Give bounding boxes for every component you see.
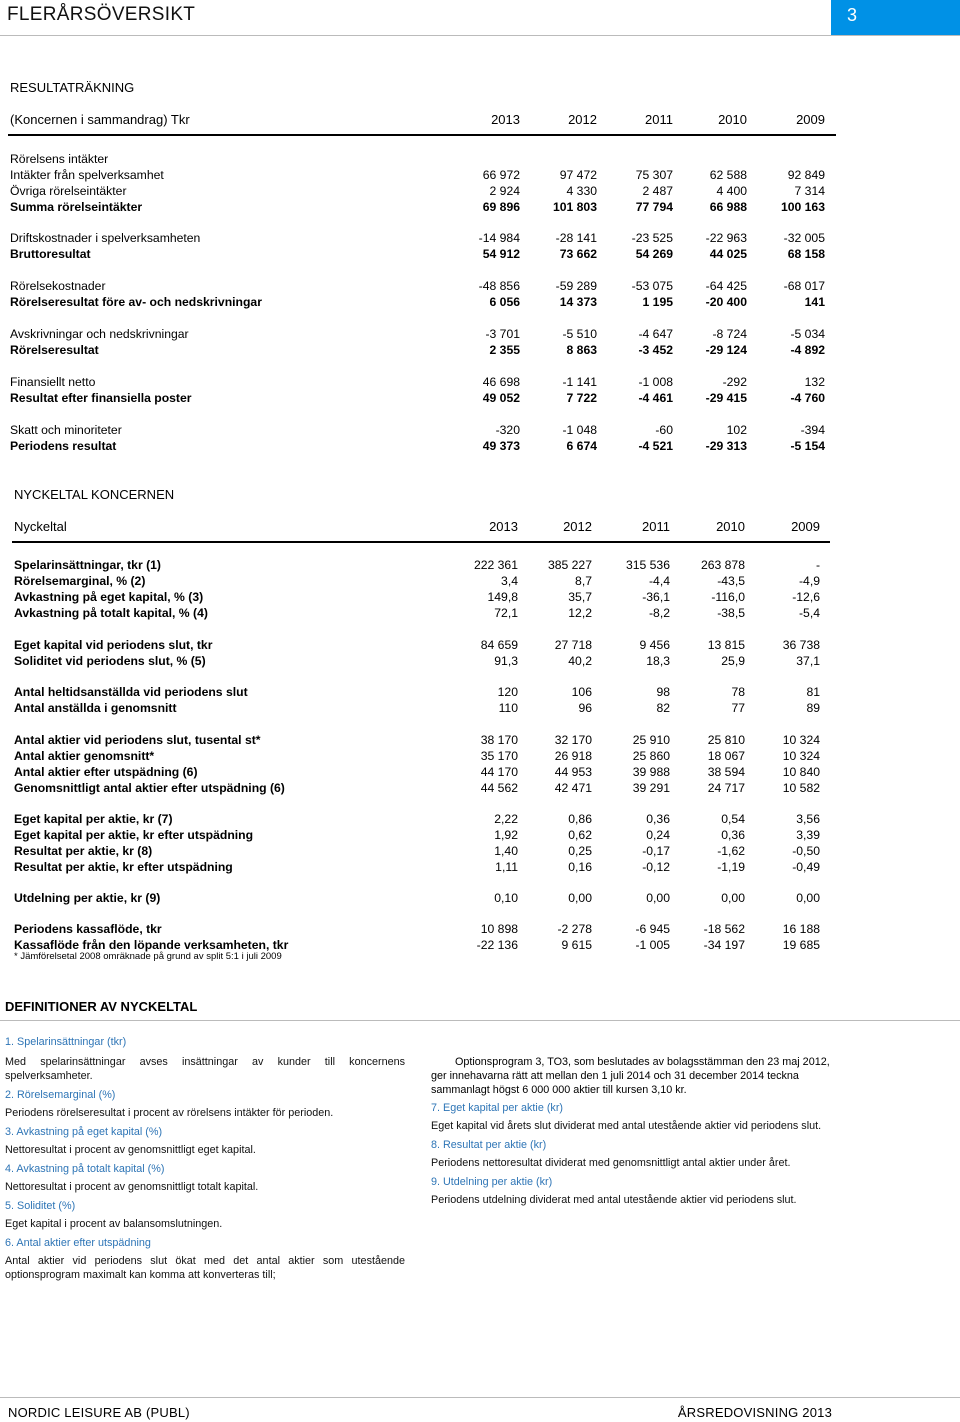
kpi-year: 2012 xyxy=(563,519,592,534)
kpi-cell: 18,3 xyxy=(646,654,670,668)
income-cell: -3 701 xyxy=(485,327,520,341)
kpi-cell: 0,25 xyxy=(568,844,592,858)
income-table-title: (Koncernen i sammandrag) Tkr xyxy=(10,112,190,127)
definition-text: Nettoresultat i procent av genomsnittligt eget kapital. xyxy=(5,1144,256,1156)
income-cell: 4 330 xyxy=(566,184,597,198)
kpi-cell: 10 324 xyxy=(782,749,820,763)
income-cell: 75 307 xyxy=(635,168,673,182)
income-cell: -4 461 xyxy=(638,391,673,405)
kpi-cell: -1,19 xyxy=(717,860,745,874)
income-cell: 8 863 xyxy=(566,343,597,357)
kpi-cell: 25,9 xyxy=(721,654,745,668)
income-row-label: Periodens resultat xyxy=(10,439,117,453)
definitions-title: DEFINITIONER AV NYCKELTAL xyxy=(5,999,198,1014)
income-cell: -29 415 xyxy=(705,391,747,405)
page-title: FLERÅRSÖVERSIKT xyxy=(7,4,196,25)
income-cell: -59 289 xyxy=(555,279,597,293)
kpi-cell: 385 227 xyxy=(547,558,592,572)
kpi-row-label: Soliditet vid periodens slut, % (5) xyxy=(14,654,206,668)
income-cell: -8 724 xyxy=(712,327,747,341)
kpi-cell: 0,24 xyxy=(646,828,670,842)
income-row xyxy=(10,375,840,391)
income-row-label: Intäkter från spelverksamhet xyxy=(10,168,164,182)
income-cell: 49 373 xyxy=(482,439,520,453)
income-row xyxy=(10,327,840,343)
kpi-cell: 82 xyxy=(656,701,670,715)
income-row-label: Rörelsekostnader xyxy=(10,279,106,293)
definition-item xyxy=(5,1035,405,1083)
income-cell: 69 896 xyxy=(482,200,520,214)
kpi-cell: - xyxy=(815,558,820,572)
definition-heading: 9. Utdelning per aktie (kr) xyxy=(431,1176,553,1188)
income-cell: 66 972 xyxy=(482,168,520,182)
income-cell: -320 xyxy=(495,423,520,437)
kpi-row xyxy=(14,701,834,717)
income-cell: -3 452 xyxy=(638,343,673,357)
kpi-row-label: Genomsnittligt antal aktier efter utspädning (6) xyxy=(14,781,285,795)
income-cell: 4 400 xyxy=(716,184,747,198)
definition-heading: 2. Rörelsemarginal (%) xyxy=(5,1089,116,1101)
page-number-box xyxy=(831,0,960,35)
kpi-cell: 12,2 xyxy=(568,606,592,620)
kpi-cell: 120 xyxy=(497,685,518,699)
definition-heading: 1. Spelarinsättningar (tkr) xyxy=(5,1036,127,1048)
definitions-left-column xyxy=(5,1035,405,1282)
income-cell: -53 075 xyxy=(631,279,673,293)
income-cell: -394 xyxy=(800,423,825,437)
kpi-cell: 0,54 xyxy=(721,812,745,826)
kpi-cell: -43,5 xyxy=(717,574,745,588)
kpi-section-title: NYCKELTAL KONCERNEN xyxy=(14,487,175,502)
kpi-cell: 44 953 xyxy=(554,765,592,779)
kpi-row xyxy=(14,606,834,622)
kpi-cell: 27 718 xyxy=(554,638,592,652)
kpi-row-label: Eget kapital per aktie, kr efter utspädning xyxy=(14,828,254,842)
income-row xyxy=(10,168,840,184)
income-cell: 2 924 xyxy=(489,184,520,198)
income-cell: 6 056 xyxy=(489,295,520,309)
income-cell: 101 803 xyxy=(552,200,597,214)
kpi-header-rule xyxy=(12,541,830,543)
kpi-cell: 9 456 xyxy=(639,638,670,652)
kpi-cell: 35,7 xyxy=(568,590,592,604)
definitions-right-column xyxy=(431,1055,831,1207)
kpi-cell: 78 xyxy=(731,685,745,699)
kpi-cell: 1,40 xyxy=(494,844,518,858)
kpi-cell: 42 471 xyxy=(554,781,592,795)
income-cell: -60 xyxy=(655,423,673,437)
kpi-cell: 32 170 xyxy=(554,733,592,747)
kpi-cell: -1 005 xyxy=(635,938,670,952)
kpi-row xyxy=(14,844,834,860)
kpi-row-label: Antal anställda i genomsnitt xyxy=(14,701,177,715)
kpi-cell: 81 xyxy=(806,685,820,699)
income-cell: -29 124 xyxy=(705,343,747,357)
income-row-label: Övriga rörelseintäkter xyxy=(10,184,127,198)
kpi-cell: 0,10 xyxy=(494,891,518,905)
kpi-cell: 39 988 xyxy=(632,765,670,779)
kpi-cell: 1,11 xyxy=(495,860,518,874)
kpi-cell: 2,22 xyxy=(494,812,518,826)
kpi-row-label: Resultat per aktie, kr (8) xyxy=(14,844,153,858)
kpi-row xyxy=(14,922,834,938)
income-row-label: Avskrivningar och nedskrivningar xyxy=(10,327,189,341)
kpi-row-label: Antal heltidsanställda vid periodens slut xyxy=(14,685,248,699)
kpi-cell: 3,56 xyxy=(796,812,820,826)
definition-heading: 3. Avkastning på eget kapital (%) xyxy=(5,1126,163,1138)
kpi-year: 2010 xyxy=(716,519,745,534)
income-cell: -14 984 xyxy=(478,231,520,245)
kpi-cell: 315 536 xyxy=(625,558,670,572)
income-row xyxy=(10,423,840,439)
income-row xyxy=(10,247,840,263)
kpi-row xyxy=(14,638,834,654)
kpi-row-label: Utdelning per aktie, kr (9) xyxy=(14,891,161,905)
income-cell: -29 313 xyxy=(705,439,747,453)
income-cell: -1 048 xyxy=(562,423,597,437)
kpi-row xyxy=(14,574,834,590)
income-cell: 62 588 xyxy=(709,168,747,182)
kpi-cell: -8,2 xyxy=(648,606,670,620)
kpi-cell: 98 xyxy=(656,685,670,699)
income-cell: 1 195 xyxy=(642,295,673,309)
kpi-footnote: * Jämförelsetal 2008 omräknade på grund av split 5:1 i juli 2009 xyxy=(14,951,282,962)
kpi-year: 2009 xyxy=(791,519,820,534)
kpi-row xyxy=(14,654,834,670)
income-cell: -4 760 xyxy=(790,391,825,405)
kpi-cell: 77 xyxy=(731,701,745,715)
kpi-cell: -22 136 xyxy=(476,938,518,952)
definition-item xyxy=(5,1162,405,1194)
kpi-row xyxy=(14,590,834,606)
income-row xyxy=(10,184,840,200)
kpi-row-label: Antal aktier vid periodens slut, tusental st* xyxy=(14,733,261,747)
kpi-row-label: Resultat per aktie, kr efter utspädning xyxy=(14,860,233,874)
kpi-cell: 3,4 xyxy=(501,574,518,588)
income-cell: -48 856 xyxy=(478,279,520,293)
income-cell: 77 794 xyxy=(635,200,673,214)
kpi-row xyxy=(14,558,834,574)
income-cell: -22 963 xyxy=(705,231,747,245)
kpi-cell: 26 918 xyxy=(554,749,592,763)
income-cell: 2 487 xyxy=(642,184,673,198)
income-row xyxy=(10,231,840,247)
income-year: 2009 xyxy=(796,112,825,127)
definition-heading: 6. Antal aktier efter utspädning xyxy=(5,1237,151,1249)
kpi-cell: 0,62 xyxy=(568,828,592,842)
option-program-text: Optionsprogram 3, TO3, som beslutades av bolagsstämman den 23 maj 2012, ger innehavarna rätt att mellan den 1 juli 2014 och 31 december 2014 teckna sammanlagt högst 6 000 000 aktier till kursen 3,10 kr. xyxy=(431,1056,830,1096)
income-cell: -1 008 xyxy=(638,375,673,389)
definition-text: Periodens rörelseresultat i procent av rörelsens intäkter för perioden. xyxy=(5,1107,334,1119)
income-row xyxy=(10,391,840,407)
income-row xyxy=(10,439,840,455)
header-divider xyxy=(0,35,960,36)
kpi-cell: 25 860 xyxy=(632,749,670,763)
income-year: 2012 xyxy=(568,112,597,127)
kpi-cell: 0,00 xyxy=(568,891,592,905)
definition-heading: 4. Avkastning på totalt kapital (%) xyxy=(5,1163,165,1175)
kpi-row xyxy=(14,733,834,749)
income-cell: -68 017 xyxy=(783,279,825,293)
definition-item xyxy=(431,1138,831,1170)
definition-item xyxy=(431,1175,831,1207)
income-cell: -23 525 xyxy=(631,231,673,245)
kpi-cell: 10 324 xyxy=(782,733,820,747)
kpi-cell: 0,00 xyxy=(721,891,745,905)
income-row xyxy=(10,295,840,311)
income-cell: 7 314 xyxy=(794,184,825,198)
income-row-label: Skatt och minoriteter xyxy=(10,423,122,437)
income-cell: -64 425 xyxy=(705,279,747,293)
income-cell: 6 674 xyxy=(566,439,597,453)
kpi-row xyxy=(14,781,834,797)
kpi-table-header xyxy=(14,519,834,535)
income-row-label: Summa rörelseintäkter xyxy=(10,200,143,214)
kpi-table-title: Nyckeltal xyxy=(14,519,67,534)
kpi-cell: 149,8 xyxy=(487,590,518,604)
kpi-cell: -4,9 xyxy=(798,574,820,588)
kpi-cell: -38,5 xyxy=(717,606,745,620)
kpi-row-label: Eget kapital per aktie, kr (7) xyxy=(14,812,173,826)
income-cell: 132 xyxy=(804,375,825,389)
kpi-cell: -0,12 xyxy=(642,860,670,874)
income-cell: -32 005 xyxy=(783,231,825,245)
income-row-label: Rörelseresultat xyxy=(10,343,99,357)
income-cell: -292 xyxy=(722,375,747,389)
kpi-cell: 19 685 xyxy=(782,938,820,952)
income-cell: -28 141 xyxy=(555,231,597,245)
income-cell: 44 025 xyxy=(709,247,747,261)
kpi-cell: -6 945 xyxy=(635,922,670,936)
kpi-cell: 36 738 xyxy=(782,638,820,652)
kpi-row-label: Periodens kassaflöde, tkr xyxy=(14,922,162,936)
kpi-cell: 0,00 xyxy=(796,891,820,905)
footer-company: NORDIC LEISURE AB (PUBL) xyxy=(8,1405,190,1420)
definition-item xyxy=(5,1199,405,1231)
kpi-cell: 0,36 xyxy=(721,828,745,842)
income-cell: 54 269 xyxy=(635,247,673,261)
income-cell: 7 722 xyxy=(566,391,597,405)
kpi-cell: 25 910 xyxy=(632,733,670,747)
kpi-cell: 16 188 xyxy=(782,922,820,936)
income-header-rule xyxy=(8,134,836,136)
definition-heading: 7. Eget kapital per aktie (kr) xyxy=(431,1102,564,1114)
kpi-cell: 0,00 xyxy=(646,891,670,905)
income-table-header xyxy=(10,112,840,128)
definition-item xyxy=(431,1101,831,1133)
kpi-cell: 10 582 xyxy=(782,781,820,795)
income-cell: -1 141 xyxy=(562,375,597,389)
page-number: 3 xyxy=(847,5,858,25)
kpi-cell: 72,1 xyxy=(494,606,518,620)
income-row xyxy=(10,279,840,295)
definition-item xyxy=(5,1088,405,1120)
kpi-cell: 38 594 xyxy=(707,765,745,779)
income-cell: -4 892 xyxy=(790,343,825,357)
kpi-cell: -4,4 xyxy=(648,574,670,588)
kpi-cell: 44 170 xyxy=(480,765,518,779)
kpi-cell: 25 810 xyxy=(707,733,745,747)
kpi-cell: 96 xyxy=(578,701,592,715)
page-header xyxy=(0,0,960,35)
income-cell: -5 034 xyxy=(790,327,825,341)
income-year: 2010 xyxy=(718,112,747,127)
kpi-cell: 0,16 xyxy=(568,860,592,874)
income-row-label: Bruttoresultat xyxy=(10,247,91,261)
income-year: 2013 xyxy=(491,112,520,127)
kpi-row-label: Rörelsemarginal, % (2) xyxy=(14,574,146,588)
kpi-row xyxy=(14,860,834,876)
kpi-cell: -12,6 xyxy=(792,590,820,604)
definition-item xyxy=(5,1125,405,1157)
kpi-row-label: Avkastning på eget kapital, % (3) xyxy=(14,590,204,604)
income-cell: 49 052 xyxy=(482,391,520,405)
kpi-cell: 9 615 xyxy=(561,938,592,952)
kpi-cell: -5,4 xyxy=(798,606,820,620)
income-cell: -5 510 xyxy=(562,327,597,341)
kpi-cell: -34 197 xyxy=(703,938,745,952)
kpi-cell: 38 170 xyxy=(480,733,518,747)
kpi-year: 2011 xyxy=(642,519,670,534)
income-cell: -20 400 xyxy=(705,295,747,309)
kpi-row-label: Antal aktier genomsnitt* xyxy=(14,749,155,763)
kpi-cell: -116,0 xyxy=(711,590,745,604)
kpi-cell: 24 717 xyxy=(707,781,745,795)
definitions-divider xyxy=(0,1020,960,1021)
definition-text: Med spelarinsättningar avses insättningar av kunder till koncernens spelverksamheter. xyxy=(5,1056,405,1082)
kpi-cell: 35 170 xyxy=(480,749,518,763)
definition-item xyxy=(5,1236,405,1282)
definition-text: Periodens nettoresultat dividerat med genomsnittligt antal aktier under året. xyxy=(431,1157,791,1169)
income-cell: 54 912 xyxy=(482,247,520,261)
income-cell: -5 154 xyxy=(790,439,825,453)
kpi-cell: 40,2 xyxy=(568,654,592,668)
kpi-cell: 0,36 xyxy=(646,812,670,826)
kpi-cell: 10 840 xyxy=(782,765,820,779)
kpi-row xyxy=(14,685,834,701)
income-cell: 73 662 xyxy=(559,247,597,261)
kpi-cell: 91,3 xyxy=(494,654,518,668)
income-cell: 2 355 xyxy=(489,343,520,357)
kpi-row-label: Antal aktier efter utspädning (6) xyxy=(14,765,198,779)
kpi-row-label: Kassaflöde från den löpande verksamheten, tkr xyxy=(14,938,289,952)
kpi-row xyxy=(14,765,834,781)
kpi-cell: 222 361 xyxy=(473,558,518,572)
kpi-cell: 13 815 xyxy=(707,638,745,652)
footer-report: ÅRSREDOVISNING 2013 xyxy=(677,1405,832,1420)
kpi-cell: -0,49 xyxy=(792,860,820,874)
kpi-row xyxy=(14,812,834,828)
kpi-year: 2013 xyxy=(489,519,518,534)
kpi-cell: -0,17 xyxy=(642,844,670,858)
definition-heading: 8. Resultat per aktie (kr) xyxy=(431,1139,547,1151)
kpi-cell: -36,1 xyxy=(642,590,670,604)
income-row xyxy=(10,343,840,359)
group-heading-label: Rörelsens intäkter xyxy=(10,152,109,166)
kpi-cell: 18 067 xyxy=(707,749,745,763)
income-row xyxy=(10,200,840,216)
income-row-label: Driftskostnader i spelverksamheten xyxy=(10,231,201,245)
kpi-cell: 37,1 xyxy=(796,654,820,668)
income-row-label: Resultat efter finansiella poster xyxy=(10,391,192,405)
kpi-cell: 84 659 xyxy=(480,638,518,652)
kpi-cell: -1,62 xyxy=(717,844,745,858)
kpi-cell: 1,92 xyxy=(494,828,518,842)
income-row-label: Rörelseresultat före av- och nedskrivningar xyxy=(10,295,262,309)
kpi-cell: 110 xyxy=(498,701,518,715)
kpi-cell: 10 898 xyxy=(480,922,518,936)
definition-text: Eget kapital i procent av balansomslutningen. xyxy=(5,1218,223,1230)
income-cell: 66 988 xyxy=(709,200,747,214)
income-row-label: Finansiellt netto xyxy=(10,375,96,389)
kpi-row xyxy=(14,749,834,765)
kpi-row-label: Spelarinsättningar, tkr (1) xyxy=(14,558,161,572)
kpi-cell: 89 xyxy=(806,701,820,715)
income-cell: 46 698 xyxy=(482,375,520,389)
kpi-cell: 39 291 xyxy=(632,781,670,795)
income-cell: 141 xyxy=(804,295,825,309)
kpi-cell: -0,50 xyxy=(792,844,820,858)
definition-text: Nettoresultat i procent av genomsnittligt totalt kapital. xyxy=(5,1181,259,1193)
kpi-row xyxy=(14,891,834,907)
footer-divider xyxy=(0,1397,960,1398)
kpi-cell: -18 562 xyxy=(703,922,745,936)
income-section-title: RESULTATRÄKNING xyxy=(10,80,135,95)
income-cell: 92 849 xyxy=(787,168,825,182)
income-cell: 102 xyxy=(726,423,747,437)
definition-text: Antal aktier vid periodens slut ökat med det antal aktier som utestående optionsprogram maximalt kan komma att konverteras till; xyxy=(5,1255,405,1281)
definition-heading: 5. Soliditet (%) xyxy=(5,1200,76,1212)
kpi-cell: -2 278 xyxy=(557,922,592,936)
income-cell: -4 521 xyxy=(638,439,673,453)
kpi-cell: 0,86 xyxy=(568,812,592,826)
kpi-cell: 106 xyxy=(571,685,592,699)
kpi-cell: 8,7 xyxy=(575,574,592,588)
definition-text: Periodens utdelning dividerat med antal utestående aktier vid periodens slut. xyxy=(431,1194,797,1206)
kpi-cell: 263 878 xyxy=(700,558,745,572)
income-group-heading xyxy=(10,152,840,168)
income-cell: 14 373 xyxy=(559,295,597,309)
income-year: 2011 xyxy=(645,112,673,127)
income-cell: 100 163 xyxy=(780,200,825,214)
income-cell: 68 158 xyxy=(787,247,825,261)
kpi-cell: 3,39 xyxy=(796,828,820,842)
kpi-row-label: Eget kapital vid periodens slut, tkr xyxy=(14,638,213,652)
kpi-row xyxy=(14,828,834,844)
income-cell: -4 647 xyxy=(638,327,673,341)
kpi-row-label: Avkastning på totalt kapital, % (4) xyxy=(14,606,208,620)
kpi-cell: 44 562 xyxy=(480,781,518,795)
income-cell: 97 472 xyxy=(559,168,597,182)
definition-text: Eget kapital vid årets slut dividerat med antal utestående aktier vid periodens slut. xyxy=(431,1120,822,1132)
